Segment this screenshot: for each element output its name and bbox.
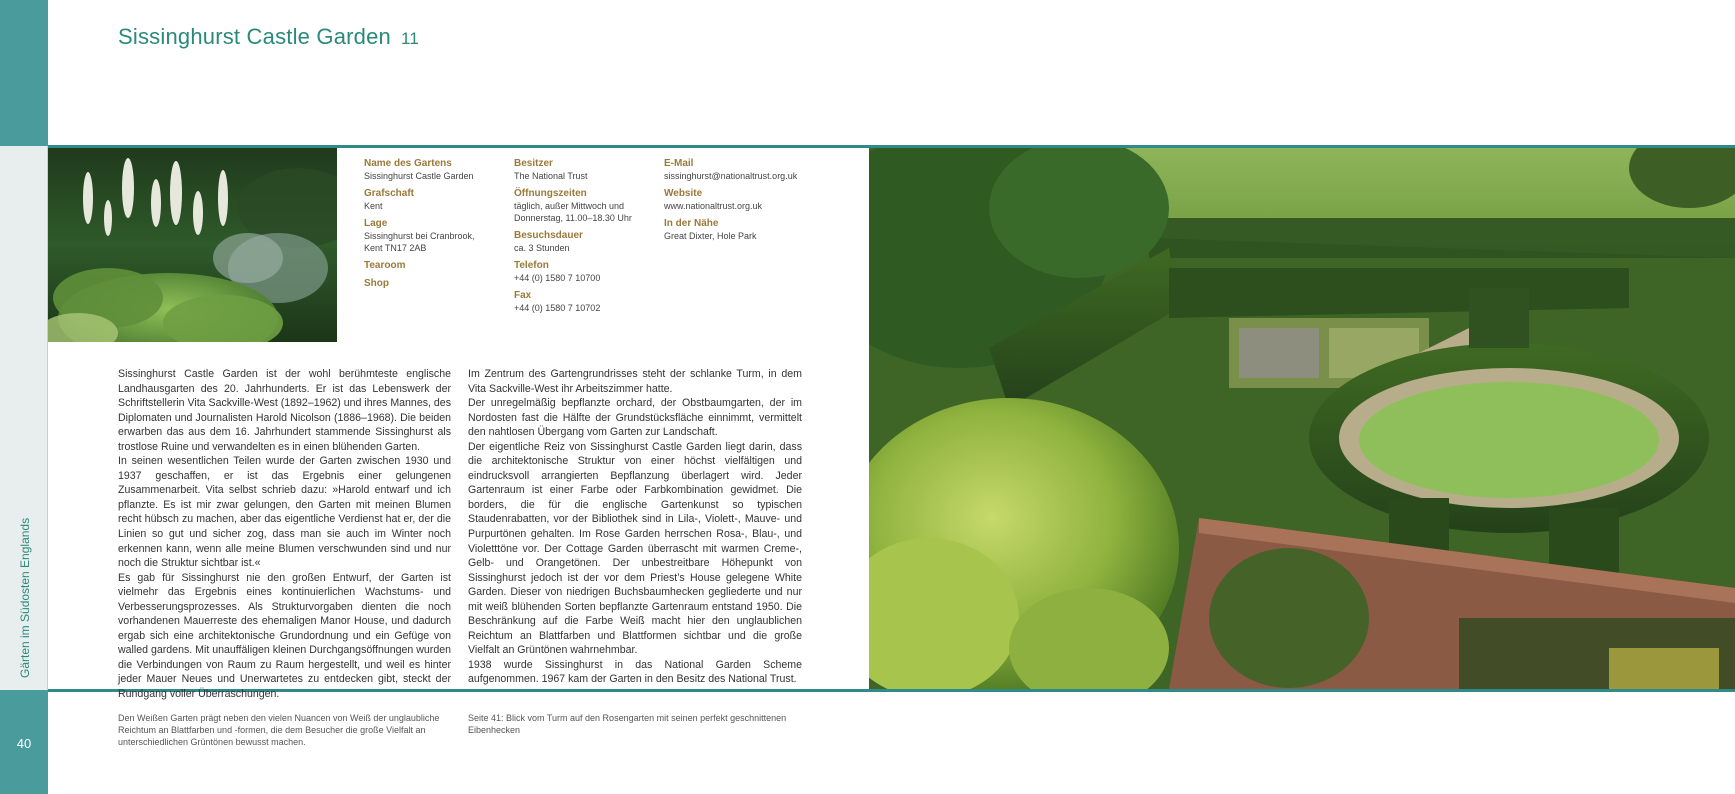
white-garden-illustration [48,148,337,342]
info-value: +44 (0) 1580 7 10702 [514,303,601,313]
paragraph: Sissinghurst Castle Garden ist der wohl berühmteste englische Landhausgarten des 20. Jahrhunderts. Er ist das Lebenswerk der Schriftstellerin Vita Sackville-West (1892–1962) und ihres Mannes, des Diplomaten und Journalisten Harold Nicolson (1886–1968). Die beiden erwarben das aus dem 16. Jahrhundert stammende Sissinghurst als trostlose Ruine und verwandelten es in einen blühenden Garten. [118,368,451,453]
info-value: Sissinghurst Castle Garden [364,171,474,181]
info-label: Telefon [514,260,549,271]
email-link: sissinghurst@nationaltrust.org.uk [664,171,798,181]
info-value: Kent [364,201,383,211]
body-column-right [468,367,802,687]
info-value: The National Trust [514,171,588,181]
vertical-section-label [12,418,36,678]
info-label: Website [664,188,703,199]
info-value: +44 (0) 1580 7 10700 [514,273,601,283]
info-value: täglich, außer Mittwoch und Donnerstag, 11.00–18.30 Uhr [514,201,632,223]
info-column-garden [364,158,504,290]
info-label: In der Nähe [664,218,719,229]
paragraph: Der eigentliche Reiz von Sissinghurst Castle Garden liegt darin, dass die architektonische Struktur von einer höchst vielfältigen und eindrucksvoll arrangierten Bepflanzung überlagert wird. Jeder Gartenraum ist einer Farbe oder Farbkombination gewidmet. Die borders, die für die englische Gartenkunst so typischen Staudenrabatten, vor der Bibliothek sind in Lila-, Violett-, Mauve- und Purpurtönen gehalten. Im Rose Garden herrschen Rosa-, Blau-, und Violetttöne vor. Der Cottage Garden überrascht mit warmen Creme-, Gelb- und Orangetönen. Der unbestreitbare Höhepunkt von Sissinghurst jedoch ist der vor dem Priest’s House gelegene White Garden. Dieser von niedrigen Buchsbaumhecken gegliederte und nur mit weiß blühenden Sorten bepflanzte Gartenraum entstand 1950. Die Beschränkung auf die Farbe Weiß macht hier den unglaublichen Reichtum an Blattfarben und Blattformen sichtbar und die große Vielfalt an Grüntönen wahrnehmbar. [468,440,802,657]
paragraph: 1938 wurde Sissinghurst in das National Garden Scheme aufgenommen. 1967 kam der Garten in den Besitz des National Trust. [468,658,802,686]
paragraph: Im Zentrum des Gartengrundrisses steht der schlanke Turm, in dem Vita Sackville-West ihr Arbeitszimmer hatte. [468,368,802,395]
page-title [118,24,419,50]
paragraph: Der unregelmäßig bepflanzte orchard, der Obstbaumgarten, der im Nordosten fast die Hälfte der Grundstücksfläche einnimmt, vermittelt den nahtlosen Übergang vom Garten zur Landschaft. [468,397,802,439]
info-label: Shop [364,278,389,289]
info-label: Name des Gartens [364,158,452,169]
body-column-left [118,367,451,702]
rose-garden-illustration [869,148,1735,689]
info-column-web [664,158,844,242]
info-value: Sissinghurst bei Cranbrook, Kent TN17 2AB [364,231,475,253]
info-label: Besuchsdauer [514,230,583,241]
title-text: Sissinghurst Castle Garden [118,24,391,49]
paragraph: Es gab für Sissinghurst nie den großen Entwurf, der Garten ist vielmehr das Ergebnis eines kontinuierlichen Wachstums- und Verbesserungsprozesses. Als Strukturvorgaben dienten die noch vorhandenen Mauerreste des ehemaligen Manor House, und dadurch ergab sich eine architektonische Grundordnung und ein Gefüge von walled gardens. Mit unauffäligen kleinen Durchgangsöffnungen wurden die Verbindungen von Raum zu Raum hergestellt, und weil es hinter jeder Mauer Neues und Unerwartetes zu entdecken gibt, steckt der Rundgang voller Überraschungen. [118,571,451,701]
info-label: E-Mail [664,158,694,169]
info-value: ca. 3 Stunden [514,243,570,253]
top-color-band [0,0,48,146]
section-label-text: Gärten im Südosten Englands [18,517,32,678]
info-label: Lage [364,218,388,229]
info-label: Tearoom [364,260,406,271]
white-garden-photo [48,148,337,342]
info-column-contact [514,158,664,314]
info-label: Besitzer [514,158,553,169]
website-link: www.nationaltrust.org.uk [664,201,763,211]
rose-garden-aerial-photo [869,148,1735,689]
page-number: 40 [16,736,32,751]
info-value: Great Dixter, Hole Park [664,231,757,241]
paragraph: In seinen wesentlichen Teilen wurde der Garten zwischen 1930 und 1937 geschaffen, er ist das Ergebnis einer gelungenen Zusammenarbeit. Vita selbst schrieb dazu: »Harold entwarf und ich pflanzte. Es ist mir zwar gelungen, den Garten mit meinen Blumen recht hübsch zu machen, aber das eigentliche Verdienst hat er, der die Linien so gut und sicher zog, dass man sie auch im Winter noch erkennen kann, wenn alle meine Blumen verschwunden sind und nur noch die Struktur sichtbar ist.« [118,455,451,570]
caption-right: Seite 41: Blick vom Turm auf den Rosengarten mit seinen perfekt geschnittenen Eibenhecken [468,713,787,735]
info-label: Grafschaft [364,188,415,199]
caption-left: Den Weißen Garten prägt neben den vielen Nuancen von Weiß der unglaubliche Reichtum an Blattfarben und -formen, die dem Besucher die große Vielfalt an unterschiedlichen Grüntönen bewusst machen. [118,713,440,747]
info-label: Fax [514,290,532,301]
info-label: Öffnungszeiten [514,188,587,199]
chapter-number: 11 [401,29,420,48]
